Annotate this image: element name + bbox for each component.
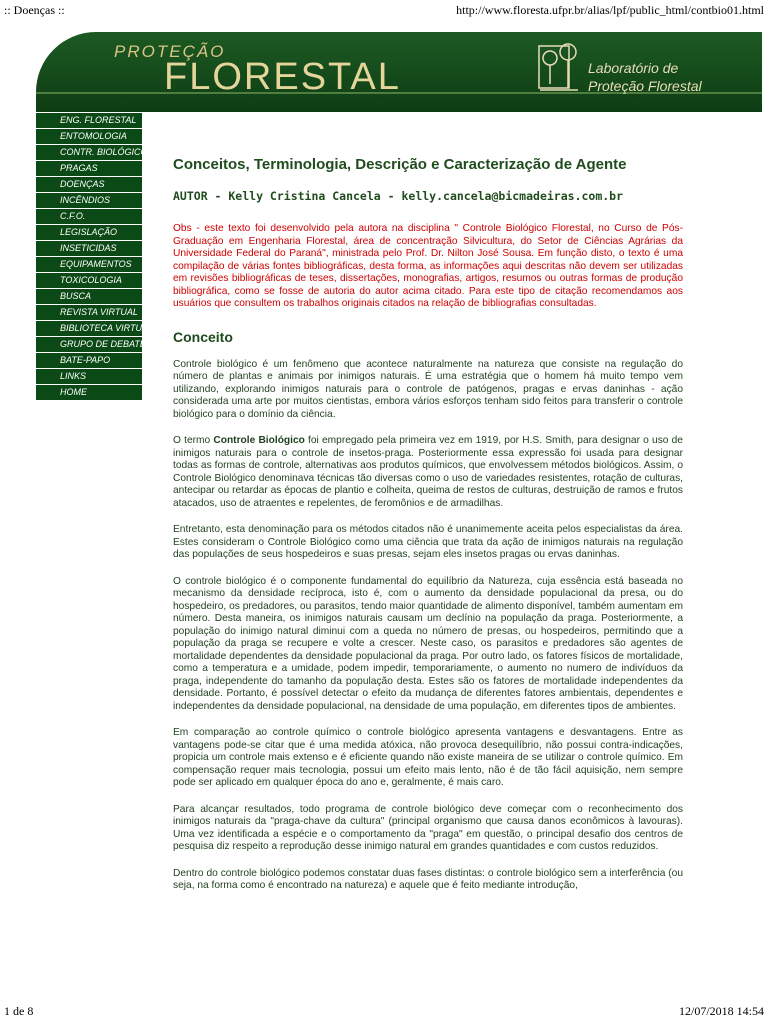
nav-bate-papo[interactable]: BATE-PAPO xyxy=(36,353,142,369)
lab-name-line1: Laboratório de xyxy=(588,60,679,76)
nav-doencas[interactable]: DOENÇAS xyxy=(36,177,142,193)
print-footer xyxy=(0,1002,768,1024)
trees-logo-icon xyxy=(538,40,580,94)
section-title: Conceito xyxy=(173,328,233,345)
nav-contr-biologico[interactable]: CONTR. BIOLÓGICO xyxy=(36,145,142,161)
paragraph-4: O controle biológico é o componente fundamental do equilíbrio da Natureza, cuja essência está baseada no mecanismo da densidade recíproca, isto é, com o aumento da densidade populacional da presa, ou do hospedeiro, os predadores, ou parasitos, tendo maior quantidade de alimento disponível, também aumentam em número. Desta maneira, os inimigos naturais causam um declínio na população da praga. Posteriormente, a população do inimigo natural diminui com a queda no número de presas, ou hospedeiros, permitindo que a população da praga se recupere e volte a crescer. Neste caso, os parasitos e predadores são agentes de mortalidade dependentes da densidade populacional da praga. Por outro lado, os fatores físicos de mortalidade, como a temperatura e a umidade, podem impedir, temporariamente, o aumento no numero de indivíduos da praga, independente do tamanho da população desta. Estes são os fatores de mortalidade independentes da densidade. Portanto, é possível detectar o efeito da mudança de diferentes fatores ambientais, dependentes e independentes da densidade populacional, na densidade de uma população, em diferentes tipos de ambientes. xyxy=(173,575,683,712)
main-content xyxy=(173,150,683,907)
paragraph-6: Para alcançar resultados, todo programa de controle biológico deve começar com o reconhecimento dos inimigos naturais da "praga-chave da cultura" (principal organismo que causa danos econômicos à lavouras). Uma vez identificada a espécie e o comportamento da "praga" em questão, o principal desafio dos centros de pesquisa diz respeito a reprodução desse inimigo natural em grandes quantidades e com custos reduzidos. xyxy=(173,803,683,852)
nav-incendios[interactable]: INCÊNDIOS xyxy=(36,193,142,209)
nav-busca[interactable]: BUSCA xyxy=(36,289,142,305)
site-banner xyxy=(36,32,762,112)
nav-inseticidas[interactable]: INSETICIDAS xyxy=(36,241,142,257)
nav-biblioteca-virtual[interactable]: BIBLIOTECA VIRTUAL xyxy=(36,321,142,337)
paragraph-2-start: O termo xyxy=(173,435,214,446)
author-line: AUTOR - Kelly Cristina Cancela - kelly.cancela@bicmadeiras.com.br xyxy=(173,189,624,203)
page-title: Conceitos, Terminologia, Descrição e Caracterização de Agente xyxy=(173,156,627,173)
print-url: http://www.floresta.ufpr.br/alias/lpf/public_html/contbio01.html xyxy=(456,3,764,17)
nav-pragas[interactable]: PRAGAS xyxy=(36,161,142,177)
nav-cfo[interactable]: C.F.O. xyxy=(36,209,142,225)
term-controle-biologico: Controle Biológico xyxy=(213,435,305,446)
disclaimer-note: Obs - este texto foi desenvolvido pela autora na disciplina " Controle Biológico Florestal, no Curso de Pós-Graduação em Engenharia Florestal, área de concentração Silvicultura, do Setor de Ciências Agrárias da Universidade Federal do Paraná", ministrada pelo Prof. Dr. Nilton José Sousa. Em função disto, o texto é uma compilação de várias fontes bibliográficas, desta forma, as informações aqui descritas não devem ser utilizadas em revisões bibliográficas de teses, dissertações, monografias, artigos, resumos ou outras formas de produção bibliográfica, como se fosse de autoria do autor acima citado. Para este tipo de citação recomendamos aos usuários que consultem os trabalhos originais citados na relação de bibliografias consultadas. xyxy=(173,223,683,309)
paragraph-2 xyxy=(173,435,683,510)
paragraph-7: Dentro do controle biológico podemos constatar duas fases distintas: o controle biológico sem a interferência (ou seja, na forma como é encontrado na natureza) e aquele que é feito mediante introdução, xyxy=(173,867,683,891)
nav-legislacao[interactable]: LEGISLAÇÃO xyxy=(36,225,142,241)
nav-eng-florestal[interactable]: ENG. FLORESTAL xyxy=(36,113,142,129)
page-counter: 1 de 8 xyxy=(4,1004,34,1018)
nav-grupo-de-debates[interactable]: GRUPO DE DEBATES xyxy=(36,337,142,353)
paragraph-2-rest: foi empregado pela primeira vez em 1919, por H.S. Smith, para designar o uso de inimigos naturais para o controle de insetos-praga. Posteriormente essa expressão foi usada para designar todas as formas de controle, alternativas aos produtos químicos, que envolvessem métodos biológicos. Assim, o Controle Biológico denominava técnicas tão diversas como o uso de variedades resistentes, rotação de culturas, antecipar ou retardar as épocas de plantio e colheita, queima de restos de culturas, destruição de ramos e frutos atacados, uso de atraentes e repelentes, de feromônios e de armadilhas. xyxy=(173,435,683,509)
nav-home[interactable]: HOME xyxy=(36,385,142,401)
nav-toxicologia[interactable]: TOXICOLOGIA xyxy=(36,273,142,289)
banner-title-large: FLORESTAL xyxy=(164,56,401,98)
nav-equipamentos[interactable]: EQUIPAMENTOS xyxy=(36,257,142,273)
print-datetime: 12/07/2018 14:54 xyxy=(678,1004,764,1018)
paragraph-3: Entretanto, esta denominação para os métodos citados não é unanimemente aceita pelos especialistas da área. Estes consideram o Controle Biológico como uma ciência que trata da ação de inimigos naturais na regulação das populações de seus hospedeiros e suas presas, sejam eles insetos pragas ou ervas daninhas. xyxy=(173,524,683,560)
print-page-title: :: Doenças :: xyxy=(4,3,65,17)
paragraph-5: Em comparação ao controle químico o controle biológico apresenta vantagens e desvantagens. Entre as vantagens pode-se citar que é uma medida atóxica, não provoca desequilíbrio, não possui contra-indicações, propicia um controle mais extenso e é eficiente quando não existe maneira de se utilizar o controle químico. Em compensação requer mais tecnologia, possui um efeito mais lento, não é de tão fácil aquisição, nem sempre pode ser aplicado em qualquer época do ano e, geralmente, é mais caro. xyxy=(173,727,683,788)
nav-entomologia[interactable]: ENTOMOLOGIA xyxy=(36,129,142,145)
paragraph-1: Controle biológico é um fenômeno que acontece naturalmente na natureza que consiste na regulação do número de plantas e animais por inimigos naturais. É uma estratégia que o homem há muito tempo vem utilizando, explorando inimigos naturais para o controle de patógenos, pragas e ervas daninhas - ação considerada uma arte por muitos cientistas, embora vários esforços tenham sido feitos para transferir o controle biológico para o domínio da ciência. xyxy=(173,358,683,420)
nav-links[interactable]: LINKS xyxy=(36,369,142,385)
nav-revista-virtual[interactable]: REVISTA VIRTUAL xyxy=(36,305,142,321)
print-header xyxy=(0,0,768,22)
lab-name-line2: Proteção Florestal xyxy=(588,78,702,94)
side-navigation xyxy=(36,113,154,401)
banner-title-small: PROTEÇÃO xyxy=(114,42,226,61)
